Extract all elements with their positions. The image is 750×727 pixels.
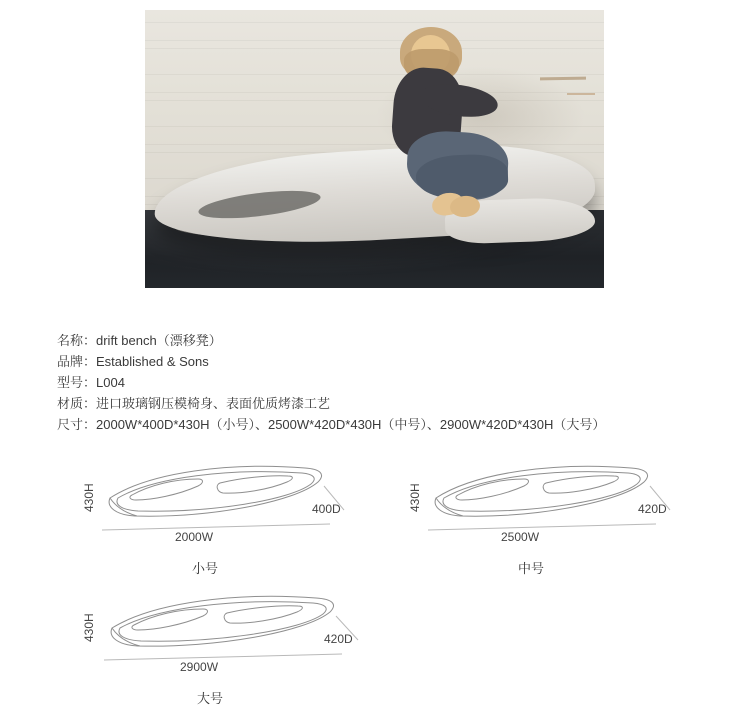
dim-width-medium: 2500W — [501, 530, 540, 544]
bench-outline-medium — [406, 450, 686, 550]
photo-bench — [154, 135, 595, 280]
caption-medium: 中号 — [517, 561, 544, 576]
caption-small: 小号 — [191, 561, 218, 576]
dimension-drawing-medium — [406, 450, 686, 585]
spec-material: 材质：进口玻璃钢压模椅身、表面优质烤漆工艺 — [57, 396, 331, 411]
dim-height-small: 430H — [82, 483, 96, 512]
photo-wall-mark — [540, 76, 586, 80]
dim-width-small: 2000W — [175, 530, 214, 544]
caption-large: 大号 — [196, 691, 223, 706]
dim-width-large: 2900W — [180, 660, 219, 674]
product-photo — [145, 10, 604, 288]
dim-depth-large: 420D — [324, 632, 353, 646]
spec-brand: 品牌：Established & Sons — [57, 354, 209, 369]
spec-model: 型号：L004 — [57, 375, 125, 390]
photo-wall-mark-secondary — [567, 93, 595, 95]
bench-outline-small — [80, 450, 360, 550]
bench-outline-large — [80, 580, 370, 680]
spec-name: 名称：drift bench（漂移凳） — [57, 333, 222, 348]
dim-height-medium: 430H — [408, 483, 422, 512]
product-spec-list — [57, 330, 697, 435]
dimension-drawing-large — [80, 580, 370, 715]
photo-person-legs-lower — [415, 153, 508, 201]
dim-depth-small: 400D — [312, 502, 341, 516]
dim-height-large: 430H — [82, 613, 96, 642]
spec-size: 尺寸：2000W*400D*430H（小号）、2500W*420D*430H（中号）、2900W*420D*430H（大号） — [57, 417, 606, 432]
dim-depth-medium: 420D — [638, 502, 667, 516]
dimension-drawing-small — [80, 450, 360, 585]
